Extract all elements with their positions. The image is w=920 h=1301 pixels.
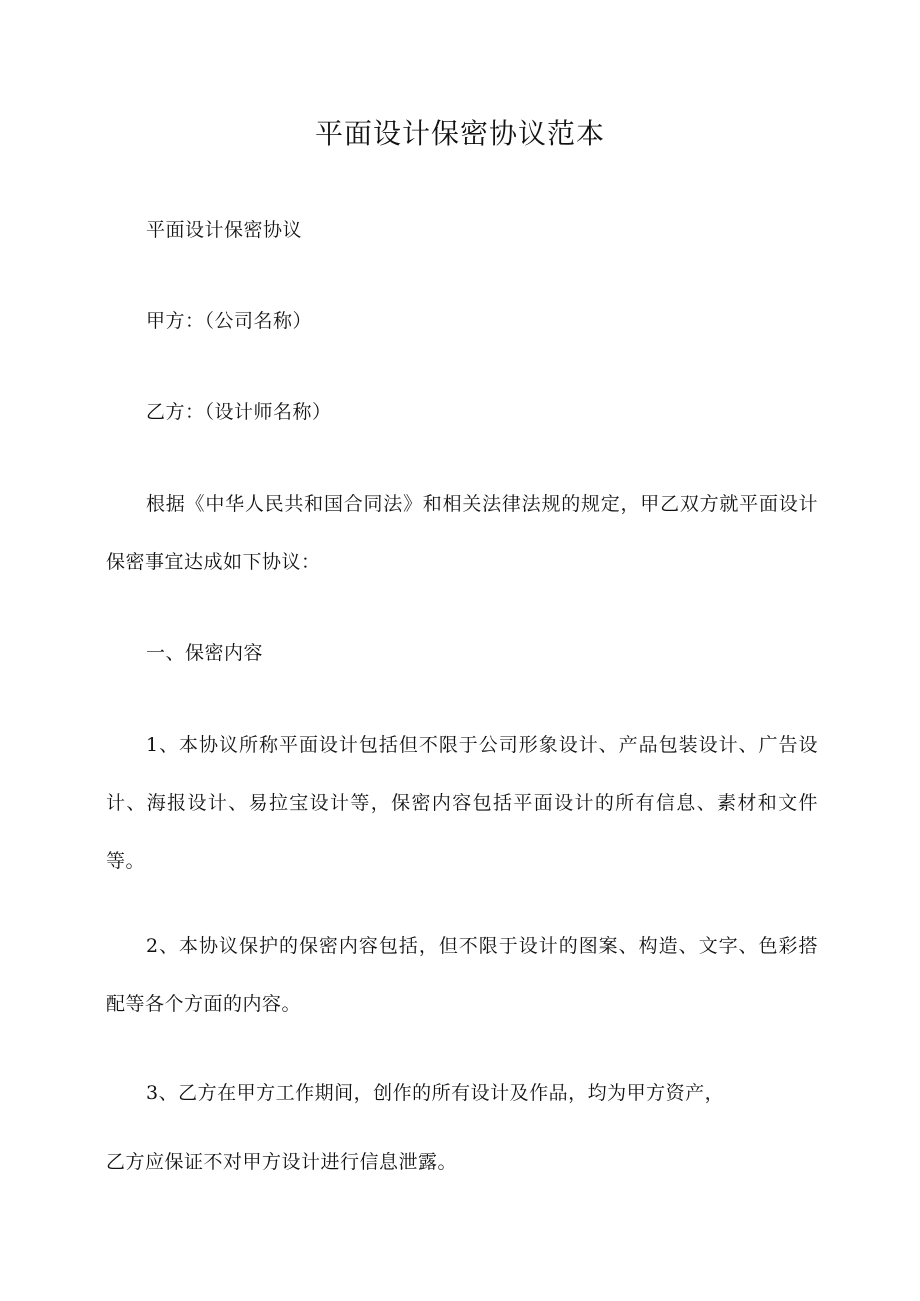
clause-2-paragraph: 2、本协议保护的保密内容包括，但不限于设计的图案、构造、文字、色彩搭配等各个方面的内容。 <box>106 935 818 1015</box>
section-heading-confidential-content: 一、保密内容 <box>146 642 264 664</box>
document-title: 平面设计保密协议范本 <box>314 117 605 150</box>
party-a-line: 甲方：（公司名称） <box>146 310 313 332</box>
party-b-line: 乙方：（设计师名称） <box>146 401 332 423</box>
preamble-paragraph: 根据《中华人民共和国合同法》和相关法律法规的规定，甲乙双方就平面设计保密事宜达成如下协议： <box>106 493 818 573</box>
clause-1-paragraph: 1、本协议所称平面设计包括但不限于公司形象设计、产品包装设计、广告设计、海报设计、易拉宝设计等，保密内容包括平面设计的所有信息、素材和文件等。 <box>106 734 818 872</box>
agreement-heading: 平面设计保密协议 <box>146 219 303 241</box>
clause-3-paragraph: 3、乙方在甲方工作期间，创作的所有设计及作品，均为甲方资产， <box>146 1082 725 1104</box>
clause-3-continuation: 乙方应保证不对甲方设计进行信息泄露。 <box>106 1151 458 1173</box>
